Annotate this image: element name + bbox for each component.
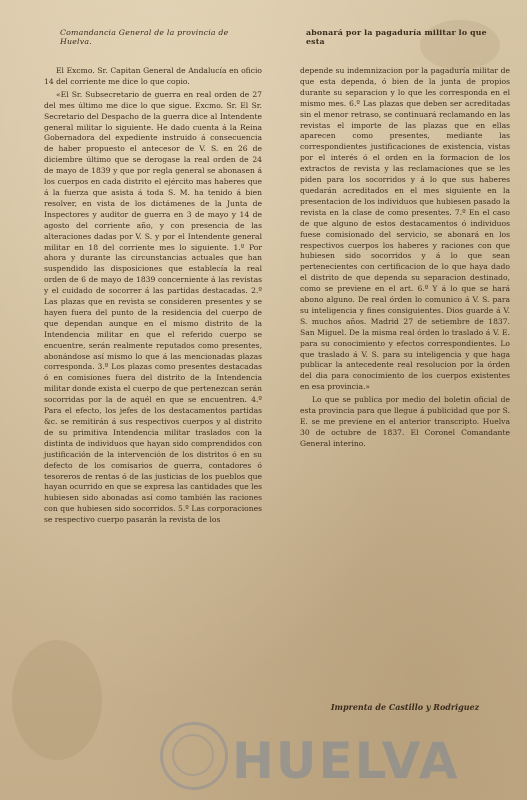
text-column-left xyxy=(44,66,262,528)
watermark-seal-inner-icon xyxy=(172,734,214,776)
paragraph: «El Sr. Subsecretario de guerra en real orden de 27 del mes último me dice lo que sigue. Excmo. Sr. El Sr. Secretario del Despacho de la guerra dice al Intendente general militar lo siguiente. He dado cuenta á la Reina Gobernadora del expediente instruido á consecuencia de haber propuesto el antecesor de V. S. en 26 de diciembre último que se derogase la real orden de 24 de mayo de 1839 y que por regla general se abonasen á los cuerpos en cada distrito el ejército mas haberes que á la fuerza que asista á toda S. M. ha tenido á bien resolver, en vista de los dictámenes de la Junta de Inspectores y auditor de guerra en 3 de mayo y 14 de agosto del corriente año, y con presencia de las alteraciones dadas por V. S. y por el Intendente general militar en 18 del corriente mes lo siguiente. 1.º Por ahora y durante las circunstancias actuales que han suspendido las disposiciones que establecía la real orden de 6 de mayo de 1839 concerniente á las revistas y el cuidado de socorrer á las partidas destacadas. 2.º Las plazas que en revista se consideren presentes y se hayen fuera del punto de la residencia del cuerpo de que dependan aunque en el mismo distrito de la Intendencia militar en que el referido cuerpo se encuentre, serán realmente reputados como presentes, abonándose así mismo lo que á las mencionadas plazas corresponda. 3.º Los plazas como presentes destacadas ó en comisiones fuera del distrito de la Intendencia militar donde exista el cuerpo de que pertenezcan serán socorridas por la de aquél en que se encuentren. 4.º Para el efecto, los jefes de los destacamentos partidas &c. se remitirán á sus respectivos cuerpos y al distrito de su primitiva Intendencia militar traslados con la distinta de individuos que hayan sido comprendidos con justificación de la intervención de los distritos ó en su defecto de los comisarios de guerra, contadores ó tesoreros de rentas ó de las justicias de los pueblos que hayan ocurrido en que se expresa las cantidades que les hubiesen sido abonadas así como también las raciones con que hubiesen sido socorridos. 5.º Las corporaciones se respectivo cuerpo pasarán la revista de los xyxy=(44,89,262,525)
paragraph: depende su indemnizacion por la pagaduría militar de que esta dependa, ó bien de la junta de propios durante su separacion y lo que les corresponda en el mismo mes. 6.º Las plazas que deben ser acreditadas sin el menor retraso, se continuará reclamando en las revistas el importe de las plazas que en ellas aparecen como presentes, mediante las correspondientes justificaciones de existencia, vistas por el interés ó el orden en la formacion de los extractos de revista y las reclamaciones que se les piden para los socorridos y á lo que sus haberes quedarán acreditados en el mes siguiente en la presentacion de los individuos que hubiesen pasado la revista en la clase de como presentes. 7.º En el caso de que alguno de estos destacamentos ó individuos fuese comisionado del servicio, se abonará en los respectivos cuerpos los haberes y raciones con que hubiesen sido socorridos y á lo que sean pertenecientes con certificacion de lo que haya dado el distrito de que dependa su separacion destinado, como se previene en el art. 6.º Y á lo que se hará abono alguno. De real órden lo comunico á V. S. para su inteligencia y fines consiguientes. Dios guarde á V. S. muchos años. Madrid 27 de setiembre de 1837. San Miguel. De la misma real órden lo traslado á V. E. para su conocimiento y efectos correspondientes. Lo que traslado á V. S. para su inteligencia y que haga publicar la antecedente real resolucion por la órden del dia para conocimiento de los cuerpos existentes en esa provincia.» xyxy=(300,66,510,392)
page-header-left: Comandancia General de la provincia de Huelva. xyxy=(60,28,229,46)
watermark-text: HUELVA xyxy=(232,732,460,790)
text-column-right xyxy=(300,66,510,452)
page-header-right: abonará por la pagaduría militar lo que esta xyxy=(306,28,487,46)
paper-stain xyxy=(12,640,102,760)
paragraph: El Excmo. Sr. Capitan General de Andalucía en oficio 14 del corriente me dice lo que copio. xyxy=(44,66,262,86)
printer-imprint: Imprenta de Castillo y Rodriguez xyxy=(330,702,480,712)
paragraph: Lo que se publica por medio del boletin oficial de esta provincia para que llegue á publicidad que por S. E. se me previene en el anterior transcripto. Huelva 30 de octubre de 1837. El Coronel Comandante General interino. xyxy=(300,395,510,448)
